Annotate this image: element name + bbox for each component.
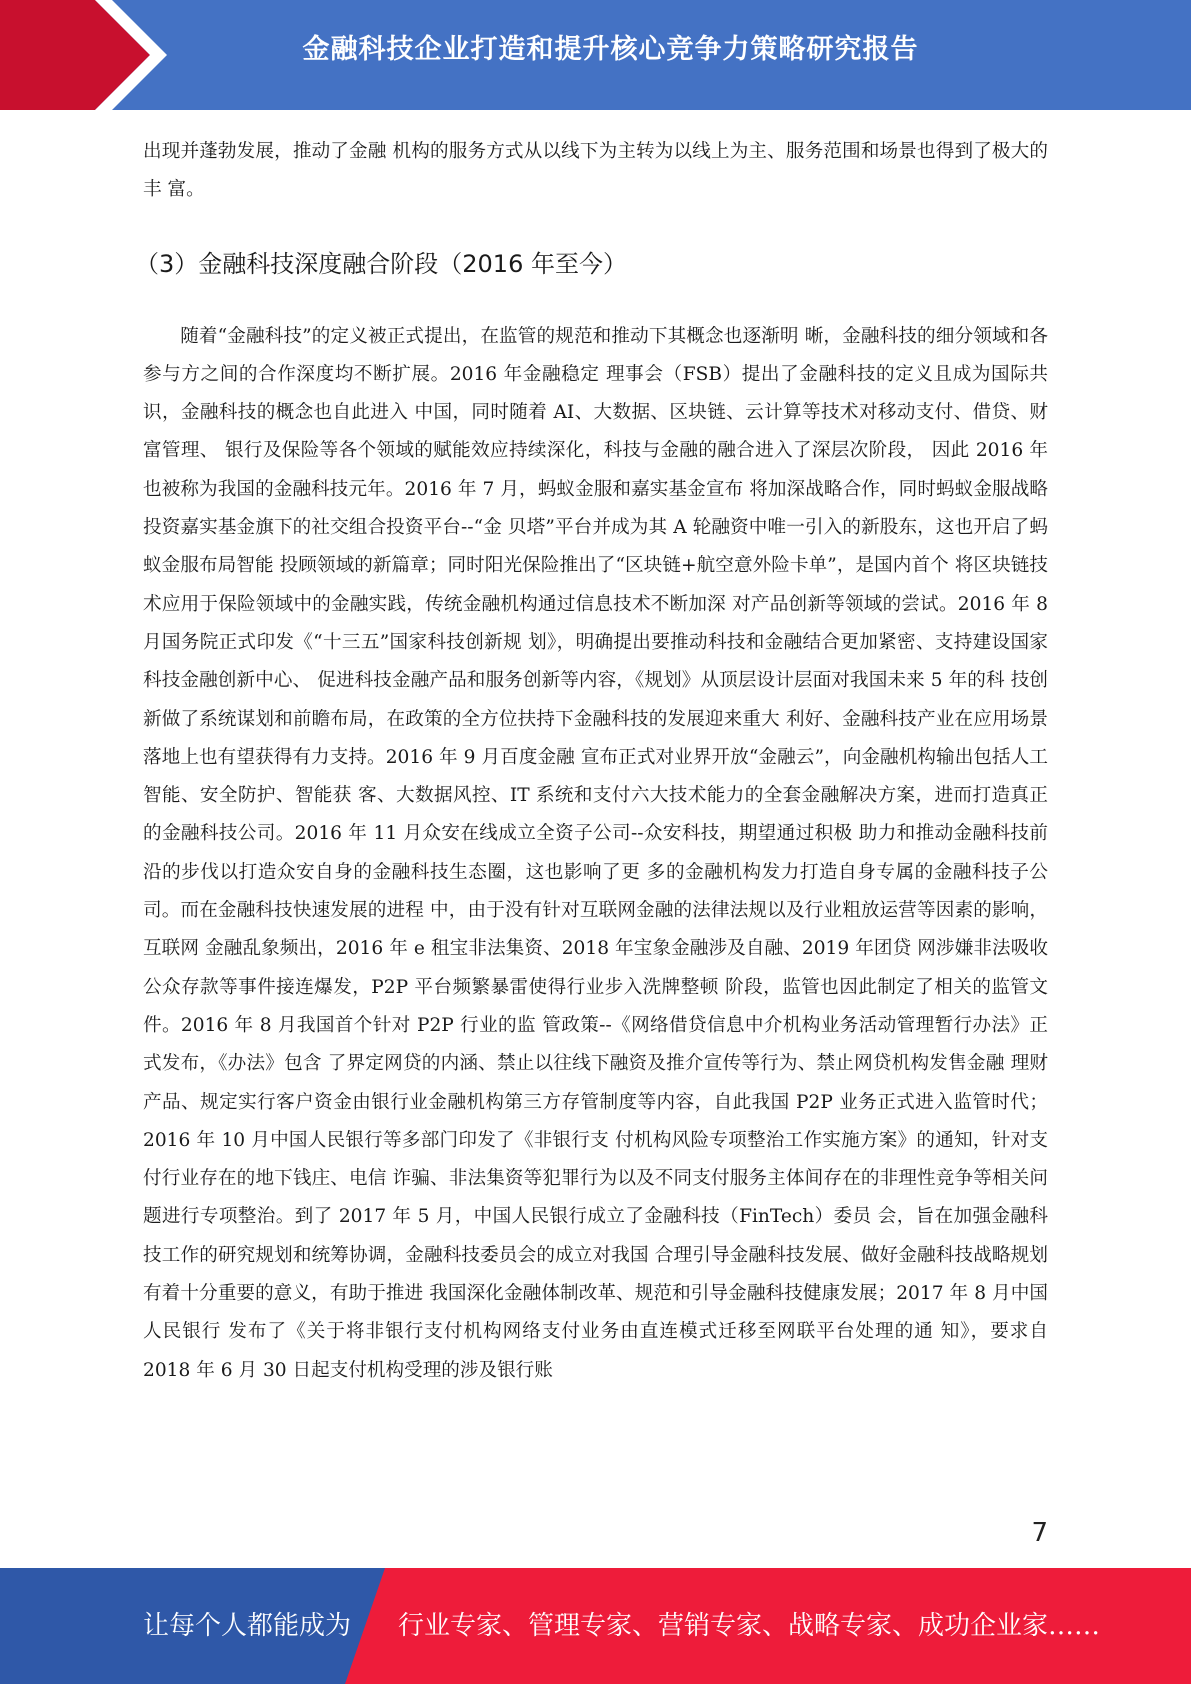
page-number: 7 <box>1031 1518 1048 1548</box>
footer-slogan-right: 行业专家、管理专家、营销专家、战略专家、成功企业家…… <box>398 1611 1101 1641</box>
footer-slogan-left: 让每个人都能成为 <box>143 1611 352 1641</box>
document-body <box>135 133 1048 1390</box>
intro-paragraph: 出现并蓬勃发展，推动了金融 机构的服务方式从以线下为主转为以线上为主、服务范围和场景也得到了极大的丰 富。 <box>143 141 1048 201</box>
section-heading: （3）金融科技深度融合阶段（2016 年至今） <box>135 249 627 278</box>
main-paragraph: 随着“金融科技”的定义被正式提出，在监管的规范和推动下其概念也逐渐明 晰，金融科技的细分领域和各参与方之间的合作深度均不断扩展。2016 年金融稳定 理事会（FSB）提出了金融科技的定义且成为国际共识，金融科技的概念也自此进入 中国，同时随着 AI、大数据、区块链、云计算等技术对移动支付、借贷、财富管理、 银行及保险等各个领域的赋能效应持续深化，科技与金融的融合进入了深层次阶段， 因此 2016 年也被称为我国的金融科技元年。2016 年 7 月，蚂蚁金服和嘉实基金宣布 将加深战略合作，同时蚂蚁金服战略投资嘉实基金旗下的社交组合投资平台--“金 贝塔”平台并成为其 A 轮融资中唯一引入的新股东，这也开启了蚂蚁金服布局智能 投顾领域的新篇章；同时阳光保险推出了“区块链+航空意外险卡单”，是国内首个 将区块链技术应用于保险领域中的金融实践，传统金融机构通过信息技术不断加深 对产品创新等领域的尝试。2016 年 8 月国务院正式印发《“十三五”国家科技创新规 划》，明确提出要推动科技和金融结合更加紧密、支持建设国家科技金融创新中心、 促进科技金融产品和服务创新等内容，《规划》从顶层设计层面对我国未来 5 年的科 技创新做了系统谋划和前瞻布局，在政策的全方位扶持下金融科技的发展迎来重大 利好、金融科技产业在应用场景落地上也有望获得有力支持。2016 年 9 月百度金融 宣布正式对业界开放“金融云”，向金融机构输出包括人工智能、安全防护、智能获 客、大数据风控、IT 系统和支付六大技术能力的全套金融解决方案，进而打造真正的金融科技公司。2016 年 11 月众安在线成立全资子公司--众安科技，期望通过积极 助力和推动金融科技前沿的步伐以打造众安自身的金融科技生态圈，这也影响了更 多的金融机构发力打造自身专属的金融科技子公司。而在金融科技快速发展的进程 中，由于没有针对互联网金融的法律法规以及行业粗放运营等因素的影响，互联网 金融乱象频出，2016 年 e 租宝非法集资、2018 年宝象金融涉及自融、2019 年团贷 网涉嫌非法吸收公众存款等事件接连爆发，P2P 平台频繁暴雷使得行业步入洗牌整顿 阶段，监管也因此制定了相关的监管文件。2016 年 8 月我国首个针对 P2P 行业的监 管政策--《网络借贷信息中介机构业务活动管理暂行办法》正式发布，《办法》包含 了界定网贷的内涵、禁止以往线下融资及推介宣传等行为、禁止网贷机构发售金融 理财产品、规定实行客户资金由银行业金融机构第三方存管制度等内容，自此我国 P2P 业务正式进入监管时代；2016 年 10 月中国人民银行等多部门印发了《非银行支 付机构风险专项整治工作实施方案》的通知，针对支付行业存在的地下钱庄、电信 诈骗、非法集资等犯罪行为以及不同支付服务主体间存在的非理性竞争等相关问题进行专项整治。到了 2017 年 5 月，中国人民银行成立了金融科技（FinTech）委员 会，旨在加强金融科技工作的研究规划和统筹协调，金融科技委员会的成立对我国 合理引导金融科技发展、做好金融科技战略规划有着十分重要的意义，有助于推进 我国深化金融体制改革、规范和引导金融科技健康发展；2017 年 8 月中国人民银行 发布了《关于将非银行支付机构网络支付业务由直连模式迁移至网联平台处理的通 知》，要求自 2018 年 6 月 30 日起支付机构受理的涉及银行账 <box>143 325 1048 1381</box>
report-title: 金融科技企业打造和提升核心竞争力策略研究报告 <box>302 34 919 65</box>
page-footer <box>0 1568 1191 1684</box>
page-header <box>0 0 1191 110</box>
